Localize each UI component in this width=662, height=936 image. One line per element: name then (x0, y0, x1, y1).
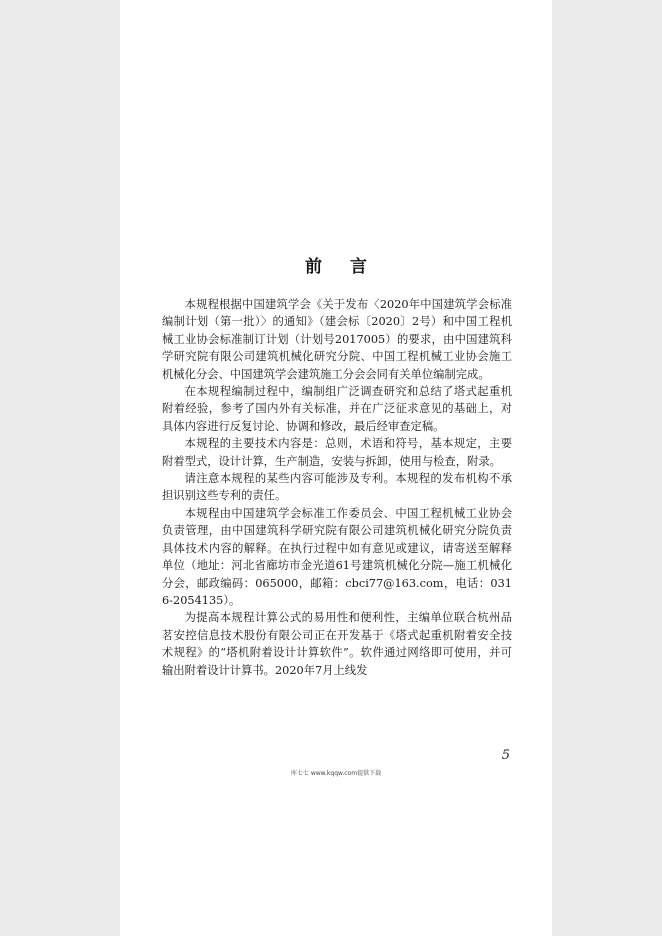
title-char-1: 前 (305, 257, 322, 277)
paragraph: 请注意本规程的某些内容可能涉及专利。本规程的发布机构不承担识别这些专利的责任。 (162, 472, 512, 503)
paragraph: 在本规程编制过程中，编制组广泛调查研究和总结了塔式起重机附着经验，参考了国内外有关标准，并在广泛征求意见的基础上，对具体内容进行反复讨论、协调和修改，最后经审查定稿。 (162, 385, 512, 433)
paragraph: 为提高本规程计算公式的易用性和便利性，主编单位联合杭州品茗安控信息技术股份有限公司正在开发基于《塔式起重机附着安全技术规程》的“塔机附着设计计算软件”。软件通过网络即可使用，并可输出附着设计计算书。2020年7月上线发 (162, 611, 512, 677)
document-page (120, 0, 552, 936)
title-char-2: 言 (350, 257, 367, 277)
paragraph: 本规程的主要技术内容是：总则，术语和符号，基本规定，主要附着型式，设计计算，生产制造，安装与拆卸，使用与检查，附录。 (162, 437, 512, 468)
paragraph: 本规程根据中国建筑学会《关于发布〈2020年中国建筑学会标准编制计划（第一批）〉的通知》（建会标〔2020〕2号）和中国工程机械工业协会标准制订计划（计划号2017005）的要求，由中国建筑科学研究院有限公司建筑机械化研究分院、中国工程机械工业协会施工机械化分会、中国建筑学会建筑施工分会会同有关单位编制完成。 (162, 298, 512, 381)
preface-body (162, 296, 512, 679)
paragraph: 本规程由中国建筑学会标准工作委员会、中国工程机械工业协会负责管理，由中国建筑科学研究院有限公司建筑机械化研究分院负责具体技术内容的解释。在执行过程中如有意见或建议，请寄送至解释单位（地址：河北省廊坊市金光道61号建筑机械化分院—施工机械化分会，邮政编码：065000，邮箱：cbci77@163.com，电话：0316-2054135）。 (162, 506, 512, 607)
page-number: 5 (501, 748, 510, 763)
page-title (120, 252, 552, 277)
footer-watermark: 库七七 www.kqqw.com提供下载 (290, 770, 382, 777)
